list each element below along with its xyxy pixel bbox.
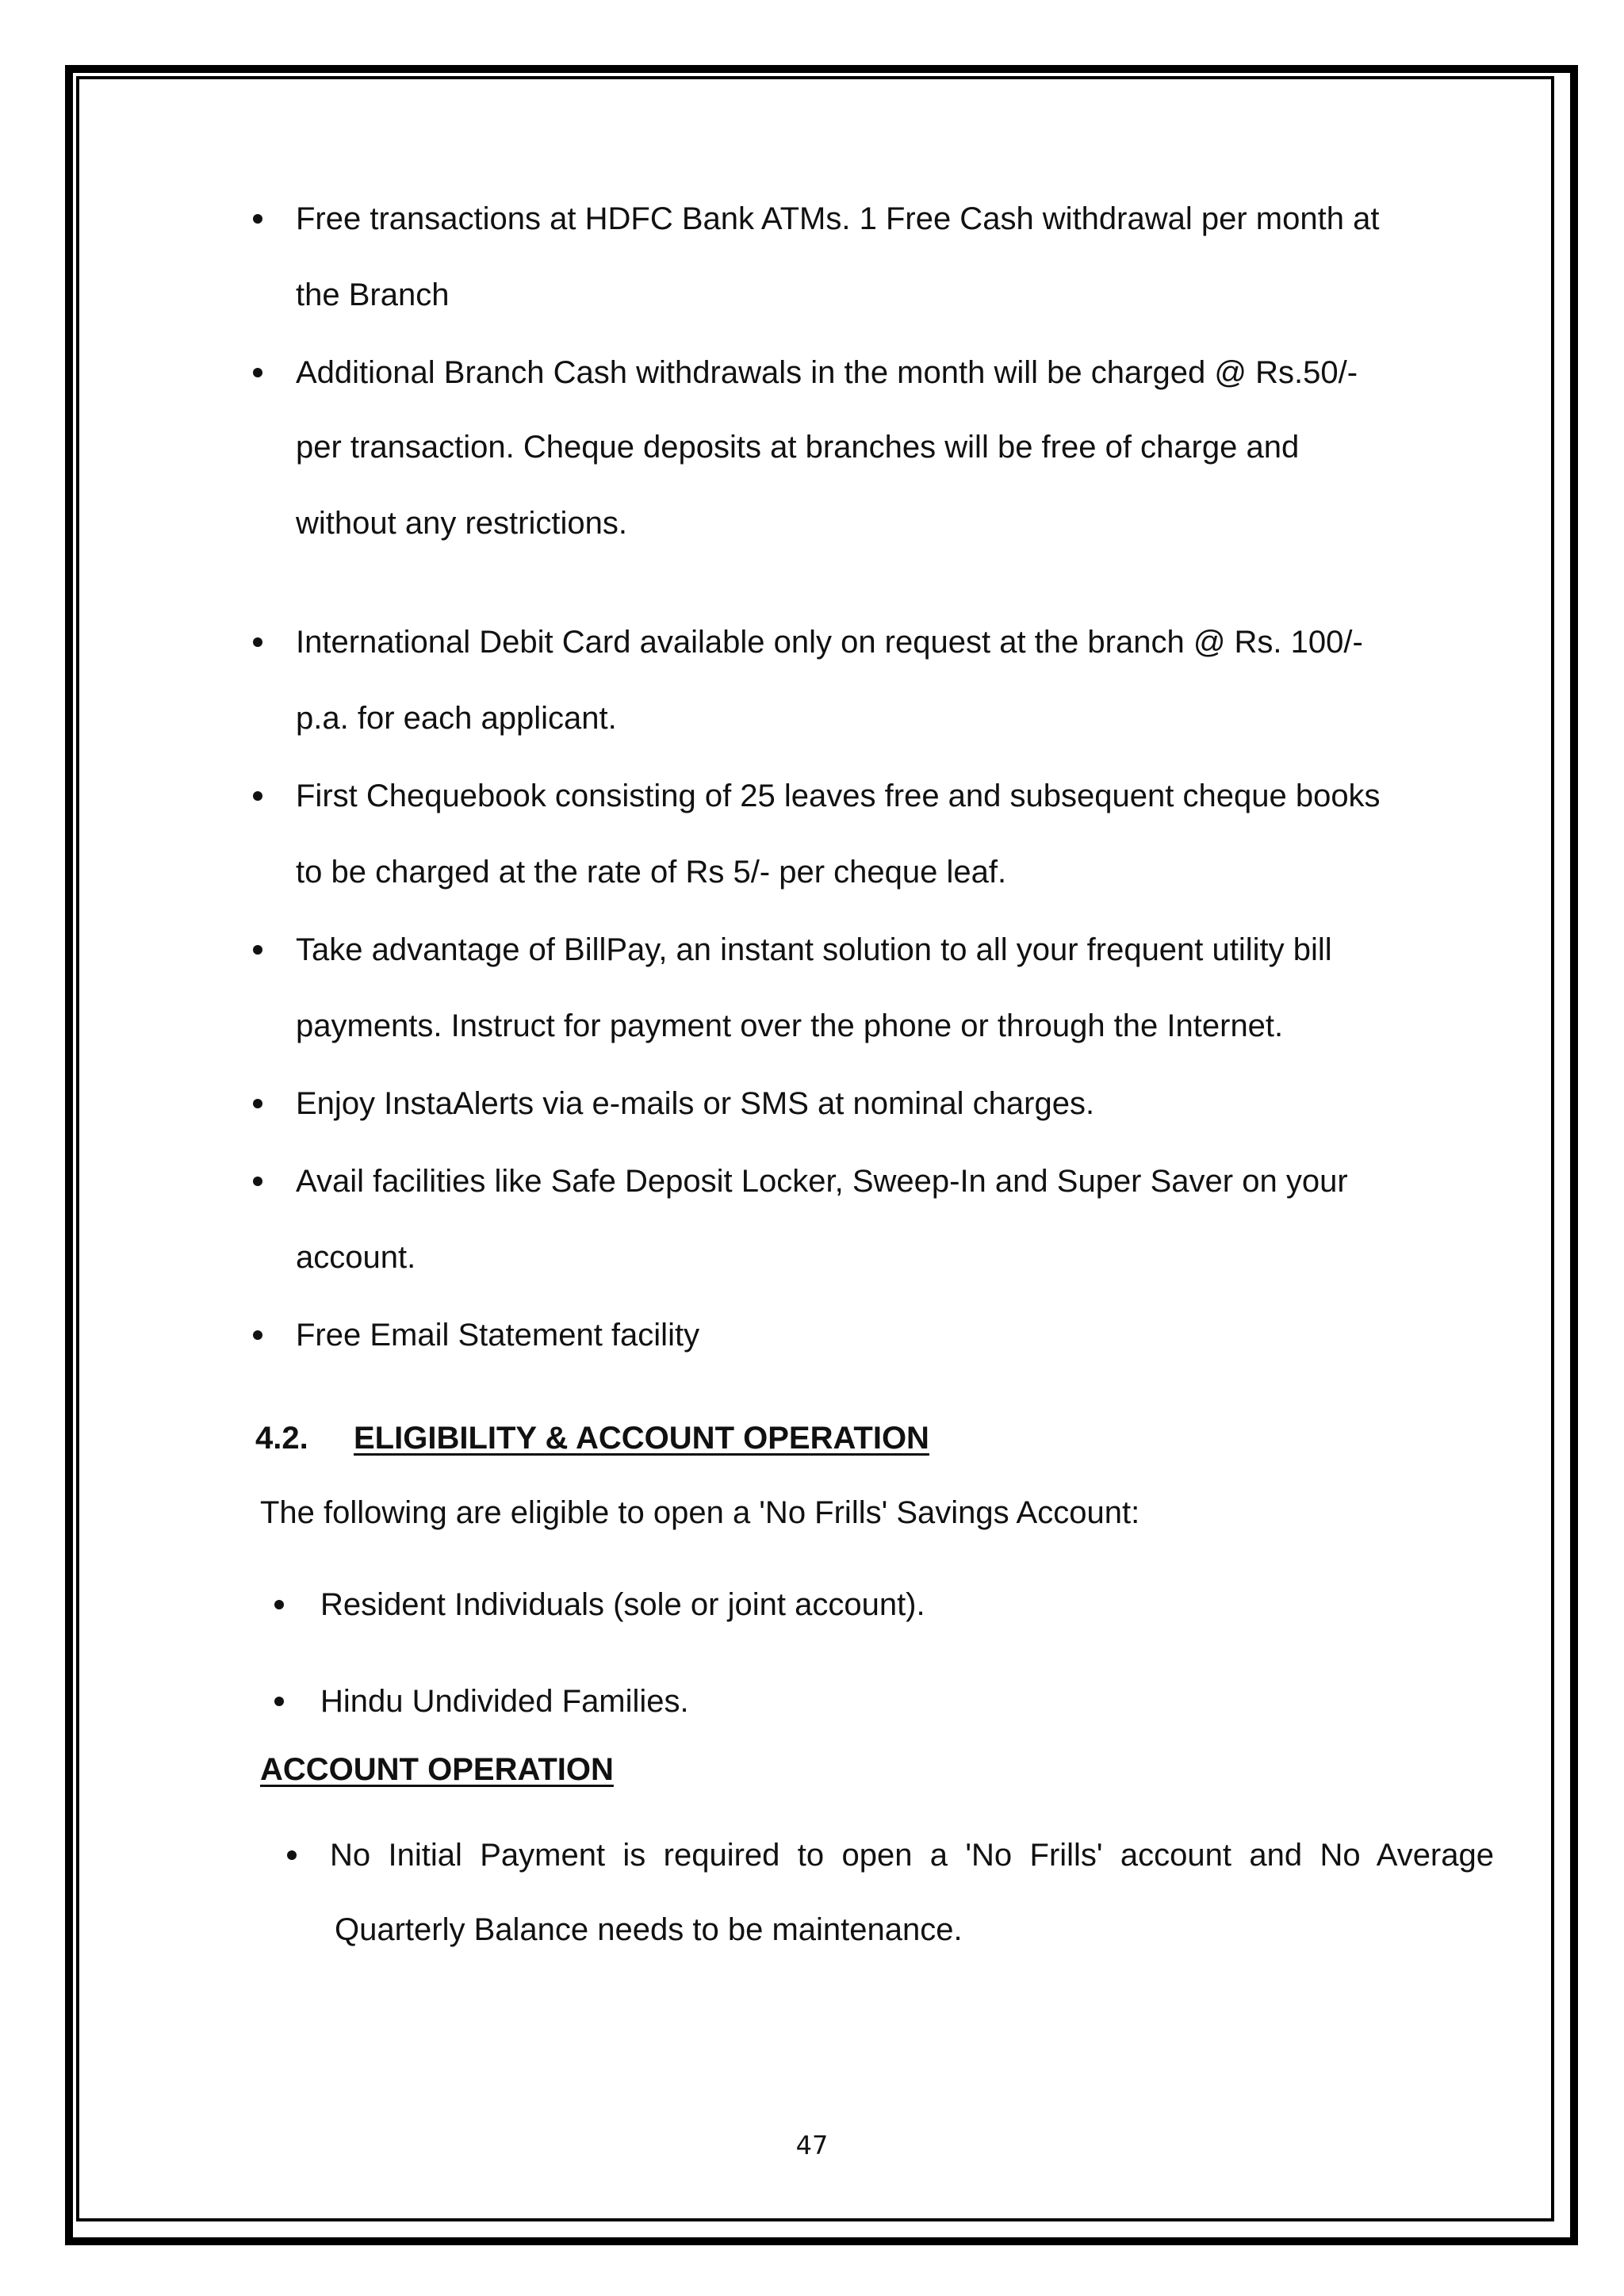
bullet-icon	[253, 1330, 262, 1340]
list-item-line: No Initial Payment is required to open a 'No Frills' account and No Average	[330, 1838, 1494, 1873]
list-item-line: Enjoy InstaAlerts via e-mails or SMS at nominal charges.	[296, 1086, 1095, 1121]
bullet-icon	[253, 791, 262, 801]
list-item-line: account.	[296, 1240, 416, 1275]
list-item-line: International Debit Card available only on request at the branch @ Rs. 100/-	[296, 625, 1363, 660]
bullet-icon	[253, 1099, 262, 1108]
list-item-line: the Branch	[296, 277, 450, 312]
eligibility-intro: The following are eligible to open a 'No Frills' Savings Account:	[260, 1495, 1140, 1530]
list-item-line: Free transactions at HDFC Bank ATMs. 1 Free Cash withdrawal per month at	[296, 201, 1380, 236]
bullet-icon	[274, 1600, 284, 1609]
list-item-line: Additional Branch Cash withdrawals in the month will be charged @ Rs.50/-	[296, 355, 1358, 390]
bullet-icon	[274, 1697, 284, 1706]
bullet-icon	[253, 214, 262, 224]
list-item-line: Avail facilities like Safe Deposit Locker, Sweep-In and Super Saver on your	[296, 1164, 1348, 1199]
list-item: Resident Individuals (sole or joint account).	[320, 1587, 925, 1622]
section-title: ELIGIBILITY & ACCOUNT OPERATION	[354, 1421, 929, 1456]
list-item: Hindu Undivided Families.	[320, 1684, 689, 1719]
bullet-icon	[253, 368, 262, 377]
bullet-icon	[253, 637, 262, 647]
bullet-icon	[287, 1850, 297, 1860]
list-item-line: p.a. for each applicant.	[296, 701, 617, 736]
bullet-icon	[253, 945, 262, 955]
list-item-line: Quarterly Balance needs to be maintenance.	[335, 1912, 963, 1947]
section-number: 4.2.	[255, 1421, 308, 1456]
list-item-line: Free Email Statement facility	[296, 1318, 700, 1353]
bullet-icon	[253, 1177, 262, 1186]
list-item-line: per transaction. Cheque deposits at branches will be free of charge and	[296, 430, 1300, 465]
list-item-line: to be charged at the rate of Rs 5/- per cheque leaf.	[296, 855, 1007, 890]
list-item-line: First Chequebook consisting of 25 leaves free and subsequent cheque books	[296, 779, 1381, 813]
list-item-line: payments. Instruct for payment over the phone or through the Internet.	[296, 1008, 1284, 1043]
page-number: 47	[795, 2130, 829, 2160]
list-item-line: without any restrictions.	[296, 506, 627, 541]
page-border-inner	[76, 76, 1554, 2221]
account-operation-title: ACCOUNT OPERATION	[260, 1752, 614, 1787]
list-item-line: Take advantage of BillPay, an instant solution to all your frequent utility bill	[296, 932, 1332, 967]
